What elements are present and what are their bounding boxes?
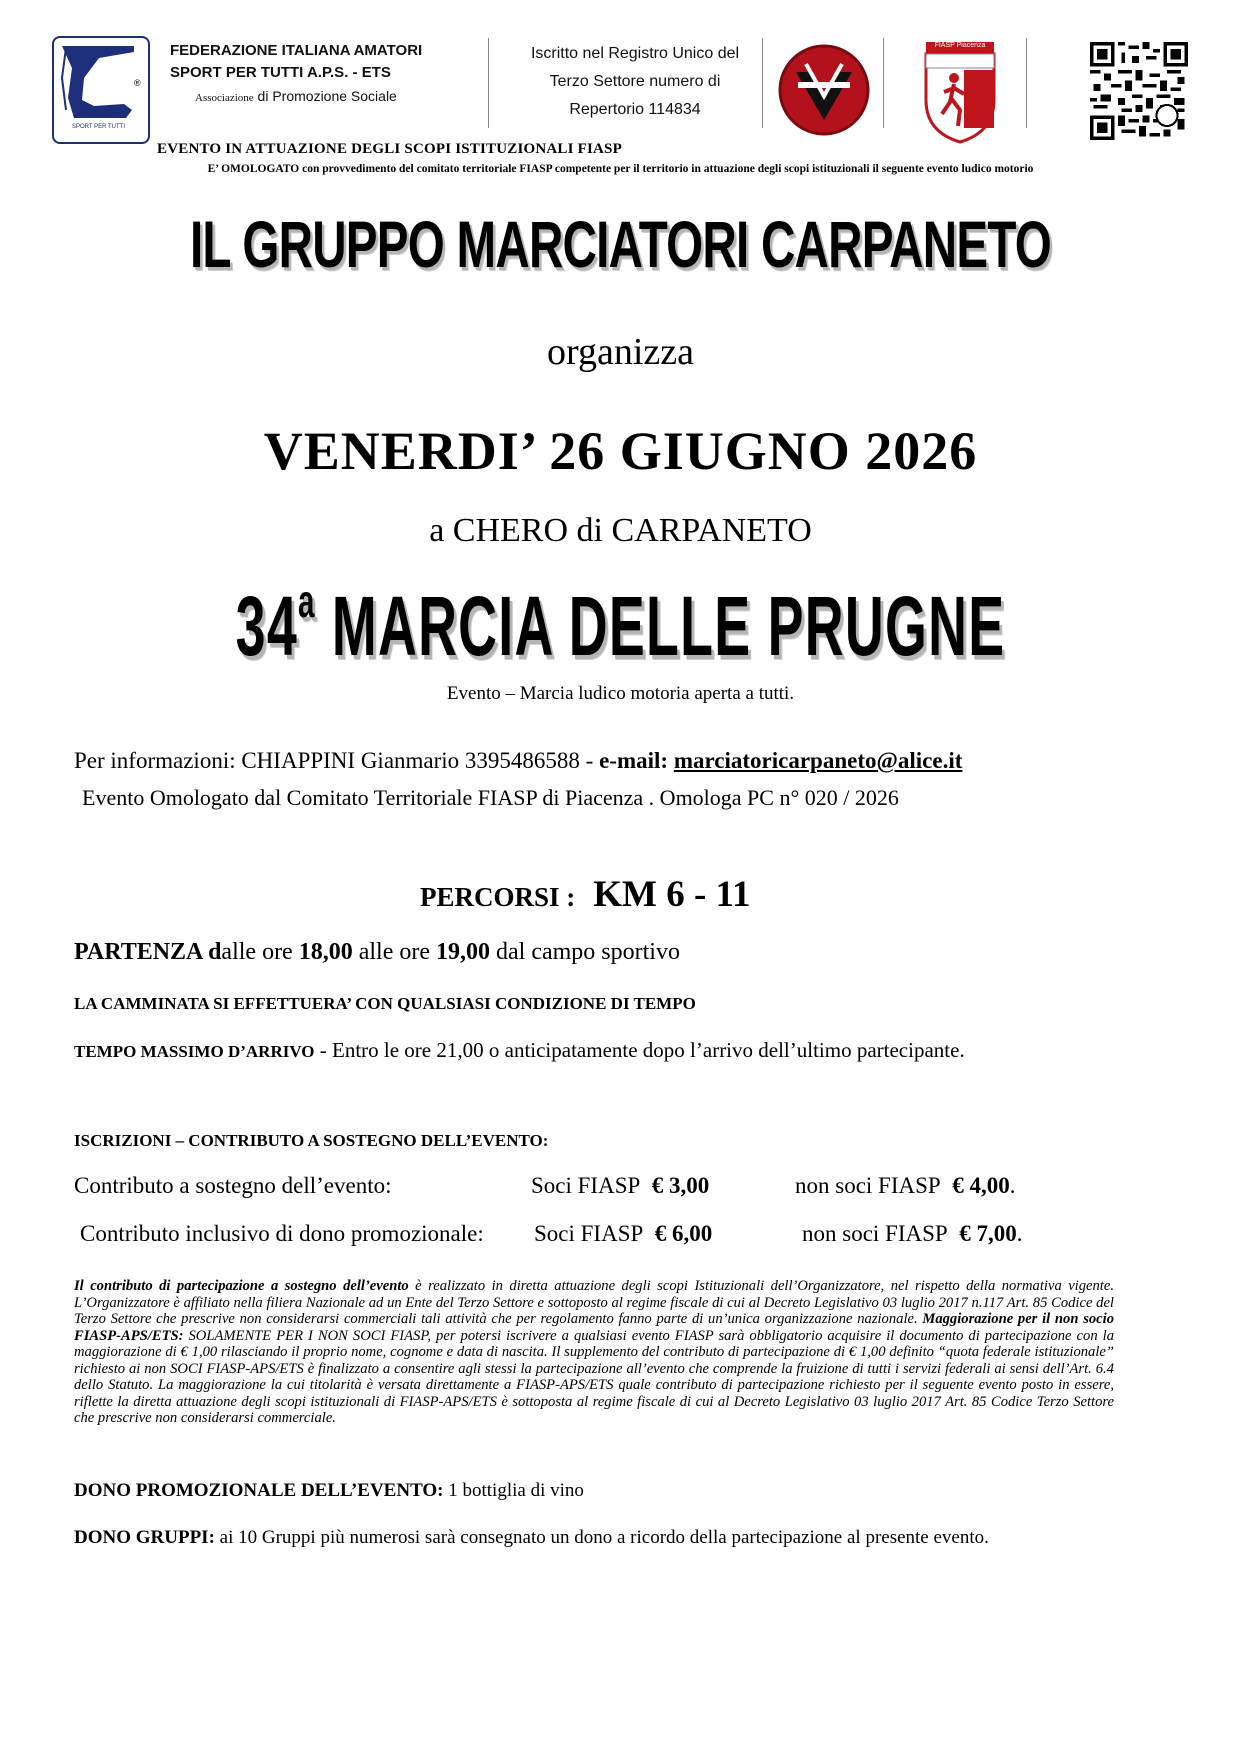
event-name: MARCIA DELLE PRUGNE: [315, 579, 1006, 673]
organizer-title: IL GRUPPO MARCIATORI CARPANETO: [189, 207, 1052, 281]
legal-heading: Il contributo di partecipazione a sostegno dell’evento: [74, 1278, 409, 1294]
event-location: a CHERO di CARPANETO: [429, 512, 812, 549]
fee-end: .: [1009, 1173, 1016, 1198]
scopi-heading: EVENTO IN ATTUAZIONE DEGLI SCOPI ISTITUZIONALI FIASP: [157, 141, 622, 157]
assoc-rest: di Promozione Sociale: [253, 88, 397, 104]
logo-subtext: SPORT PER TUTTI: [72, 124, 126, 130]
fee-row-nonsoci: [795, 1173, 1015, 1199]
fee-row-label: Contributo a sostegno dell’evento:: [74, 1173, 392, 1198]
event-subtitle: Evento – Marcia ludico motoria aperta a tutti.: [446, 683, 795, 704]
assoc-small: Associazione: [195, 92, 254, 104]
event-number: 34: [235, 579, 299, 673]
fiasp-piacenza-badge-icon: [924, 40, 996, 144]
partenza-text: alle ore: [352, 939, 437, 965]
registry-line3: Repertorio 114834: [569, 101, 701, 118]
dono-label: DONO PROMOZIONALE DELL’EVENTO:: [74, 1480, 444, 1501]
divider: [1026, 38, 1027, 128]
divider: [488, 38, 489, 128]
event-title: [223, 575, 1017, 675]
percorsi-value: KM 6 - 11: [593, 874, 751, 915]
partenza-text: dal campo sportivo: [490, 939, 680, 965]
fee-row-nonsoci: [802, 1221, 1022, 1247]
legal-notice: [74, 1278, 1114, 1427]
logo-text: FIASP: [80, 104, 128, 121]
legal-text: SOLAMENTE PER I NON SOCI FIASP, per potersi iscrivere a qualsiasi evento FIASP sarà obbligatorio acquisire il documento di partecipazione con la maggiorazione di € 1,00 rilasciando il proprio nome, cognome e data di nascita. Il supplemento del contributo di partecipazione di € 1,00 definito “quota federale istituzionale” richiesto ai non SOCI FIASP-APS/ETS è finalizzato a consentire agli stessi la partecipazione all’evento che comprende la fruizione di tutti i servizi federali ai sensi dell’Art. 6.4 dello Statuto. La maggiorazione la cui titolarità è versata direttamente a FIASP-APS/ETS quale contributo di partecipazione richiesto per il seguente evento posto in essere, riflette la diretta attuazione degli scopi istituzionali di FIASP-APS/ETS è sottoposta al regime fiscale di cui al Decreto Legislativo 03 luglio 2017 Art. 85 Codice Terzo Settore che prescrive non considerarsi commerciale.: [74, 1327, 1114, 1426]
divider: [762, 38, 763, 128]
event-date: VENERDI’ 26 GIUGNO 2026: [263, 421, 978, 481]
fee-nonsoci-label: non soci FIASP: [795, 1173, 941, 1198]
contact-info: [74, 748, 962, 774]
dono-gruppi: [74, 1527, 989, 1549]
fee-end: .: [1016, 1221, 1023, 1246]
omologato-text: con provvedimento del comitato territoriale FIASP competente per il territorio in attuazione degli scopi istituzionali il seguente evento ludico motorio: [299, 163, 1034, 175]
divider: [883, 38, 884, 128]
fiasp-logo: [52, 36, 150, 144]
weather-notice: LA CAMMINATA SI EFFETTUERA’ CON QUALSIASI CONDIZIONE DI TEMPO: [74, 994, 696, 1013]
gruppi-label: DONO GRUPPI:: [74, 1527, 215, 1548]
email-link[interactable]: marciatoricarpaneto@alice.it: [673, 748, 963, 773]
ivv-logo-icon: [776, 42, 872, 138]
end-time: 19,00: [436, 939, 491, 965]
fee-nonsoci-price: € 4,00: [952, 1173, 1010, 1198]
omologato-prefix: E’ OMOLOGATO: [207, 163, 300, 175]
contact-text: Per informazioni: CHIAPPINI Gianmario 3395486588 -: [74, 748, 600, 773]
omologa-info: Evento Omologato dal Comitato Territoriale FIASP di Piacenza . Omologa PC n° 020 / 2026: [82, 785, 899, 810]
email-label: e-mail:: [599, 748, 674, 773]
legal-heading: Maggiorazione per il non socio FIASP-APS/ETS:: [74, 1311, 1114, 1344]
fee-soci-label: Soci FIASP: [531, 1173, 641, 1198]
legal-text: è realizzato in diretta attuazione degli scopi Istituzionali dell’Organizzatore, nel rispetto della normativa vigente. L’Organizzatore è affiliato nella filiera Nazionale ad un Ente del Terzo Settore e sottoposto al regime fiscale di cui al Decreto Legislativo 03 luglio 2017 n.117 Art. 85 Codice del Terzo Settore che prescrive non considerarsi commerciali tali attività che per regolamento fanno parte di un’unica organizzazione nazionale.: [74, 1278, 1114, 1327]
partenza-text: alle ore: [221, 939, 299, 965]
start-time: 18,00: [298, 939, 353, 965]
registered-mark: ®: [134, 78, 141, 88]
federation-line1: FEDERAZIONE ITALIANA AMATORI: [170, 42, 423, 59]
registry-line2: Terzo Settore numero di: [549, 73, 721, 90]
fee-soci-label: Soci FIASP: [534, 1221, 644, 1246]
max-time: [74, 1038, 965, 1063]
dono-text: 1 bottiglia di vino: [443, 1480, 584, 1501]
registry-line1: Iscritto nel Registro Unico del: [530, 45, 740, 62]
dono-promozionale: [74, 1480, 584, 1502]
gruppi-text: ai 10 Gruppi più numerosi sarà consegnato un dono a ricordo della partecipazione al presente evento.: [214, 1527, 989, 1548]
fee-nonsoci-price: € 7,00: [959, 1221, 1017, 1246]
federation-name: [170, 40, 422, 84]
omologato-notice: [0, 163, 1241, 175]
badge-label: FIASP Piacenza: [934, 42, 986, 49]
fee-row-soci: [531, 1173, 709, 1199]
registry-info: [500, 40, 770, 124]
max-time-label: TEMPO MASSIMO D’ARRIVO: [74, 1042, 315, 1061]
max-time-text: - Entro le ore 21,00 o anticipatamente dopo l’arrivo dell’ultimo partecipante.: [314, 1038, 965, 1062]
percorsi: [420, 873, 751, 916]
partenza-label: PARTENZA d: [74, 939, 222, 965]
fee-row-soci: [534, 1221, 712, 1247]
event-ordinal: a: [298, 575, 316, 627]
association-type: [195, 88, 397, 104]
qr-code-icon[interactable]: [1083, 42, 1195, 140]
fee-row-label: Contributo inclusivo di dono promozionale:: [80, 1221, 484, 1246]
iscrizioni-heading: ISCRIZIONI – CONTRIBUTO A SOSTEGNO DELL’EVENTO:: [74, 1131, 549, 1150]
percorsi-label: PERCORSI :: [420, 882, 576, 912]
organizza-label: organizza: [547, 331, 694, 373]
fee-soci-price: € 3,00: [651, 1173, 710, 1198]
fee-soci-price: € 6,00: [654, 1221, 713, 1246]
fee-nonsoci-label: non soci FIASP: [802, 1221, 948, 1246]
federation-line2: SPORT PER TUTTI A.P.S. - ETS: [170, 64, 391, 81]
partenza-info: [74, 939, 680, 966]
